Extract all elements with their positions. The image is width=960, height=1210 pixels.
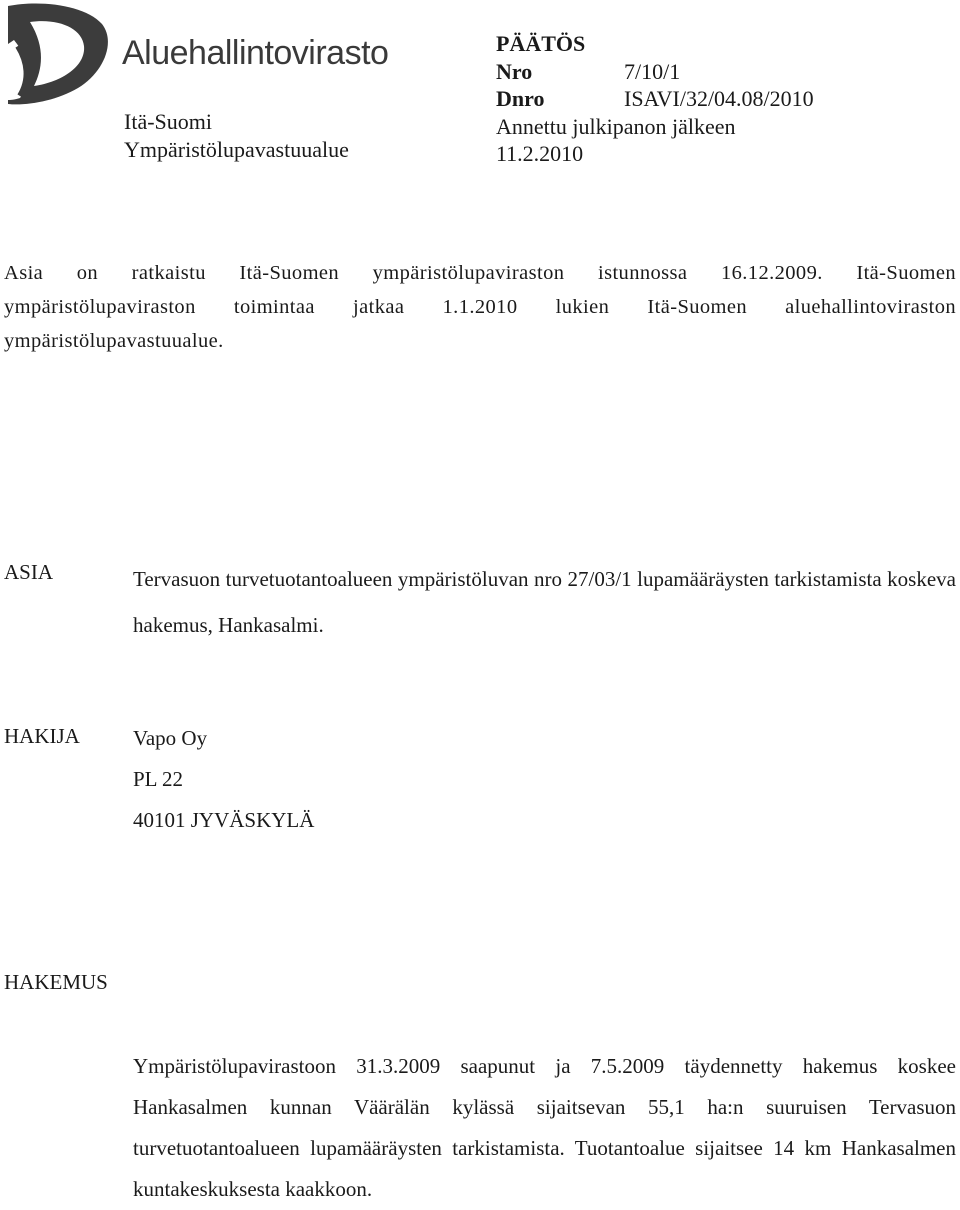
organization-block — [124, 108, 349, 164]
hakija-label: HAKIJA — [4, 724, 80, 748]
hakija-address — [133, 718, 314, 841]
record-number-row — [496, 85, 814, 113]
organization-unit: Ympäristölupavastuualue — [124, 137, 349, 162]
aluehallintovirasto-logo-icon — [0, 0, 112, 110]
asia-text: Tervasuon turvetuotantoalueen ympäristöluvan nro 27/03/1 lupamääräysten tarkistamista koskeva hakemus, Hankasalmi. — [133, 567, 956, 637]
decision-number-label: Nro — [496, 58, 533, 84]
issued-text: Annettu julkipanon jälkeen — [496, 113, 736, 139]
intro-paragraph: Asia on ratkaistu Itä-Suomen ympäristölupaviraston istunnossa 16.12.2009. Itä-Suomen ympäristölupaviraston toimintaa jatkaa 1.1.2010 lukien Itä-Suomen aluehallintoviraston ympäristölupavastuualue. — [4, 262, 956, 352]
issued-date: 11.2.2010 — [496, 141, 584, 166]
decision-header — [496, 30, 814, 168]
decision-number-value: 7/10/1 — [624, 58, 681, 84]
asia-label: ASIA — [4, 560, 54, 584]
hakija-line: 40101 JYVÄSKYLÄ — [133, 808, 315, 832]
hakija-line: PL 22 — [133, 767, 183, 791]
hakemus-text: Ympäristölupavirastoon 31.3.2009 saapunut ja 7.5.2009 täydennetty hakemus koskee Hankasalmen kunnan Väärälän kylässä sijaitsevan 55,1 ha:n suuruisen Tervasuon turvetuotantoalueen lupamääräysten tarkistamista. Tuotantoalue sijaitsee 14 km Hankasalmen kuntakeskuksesta kaakkoon. — [133, 1054, 956, 1201]
hakemus-label: HAKEMUS — [4, 970, 108, 994]
organization-region: Itä-Suomi — [124, 109, 212, 134]
logo-wordmark: Aluehallintovirasto — [122, 34, 389, 72]
record-number-value: ISAVI/32/04.08/2010 — [624, 86, 814, 111]
record-number-label: Dnro — [496, 86, 545, 111]
hakija-line: Vapo Oy — [133, 726, 208, 750]
decision-number-row — [496, 58, 814, 86]
decision-title: PÄÄTÖS — [496, 31, 586, 56]
